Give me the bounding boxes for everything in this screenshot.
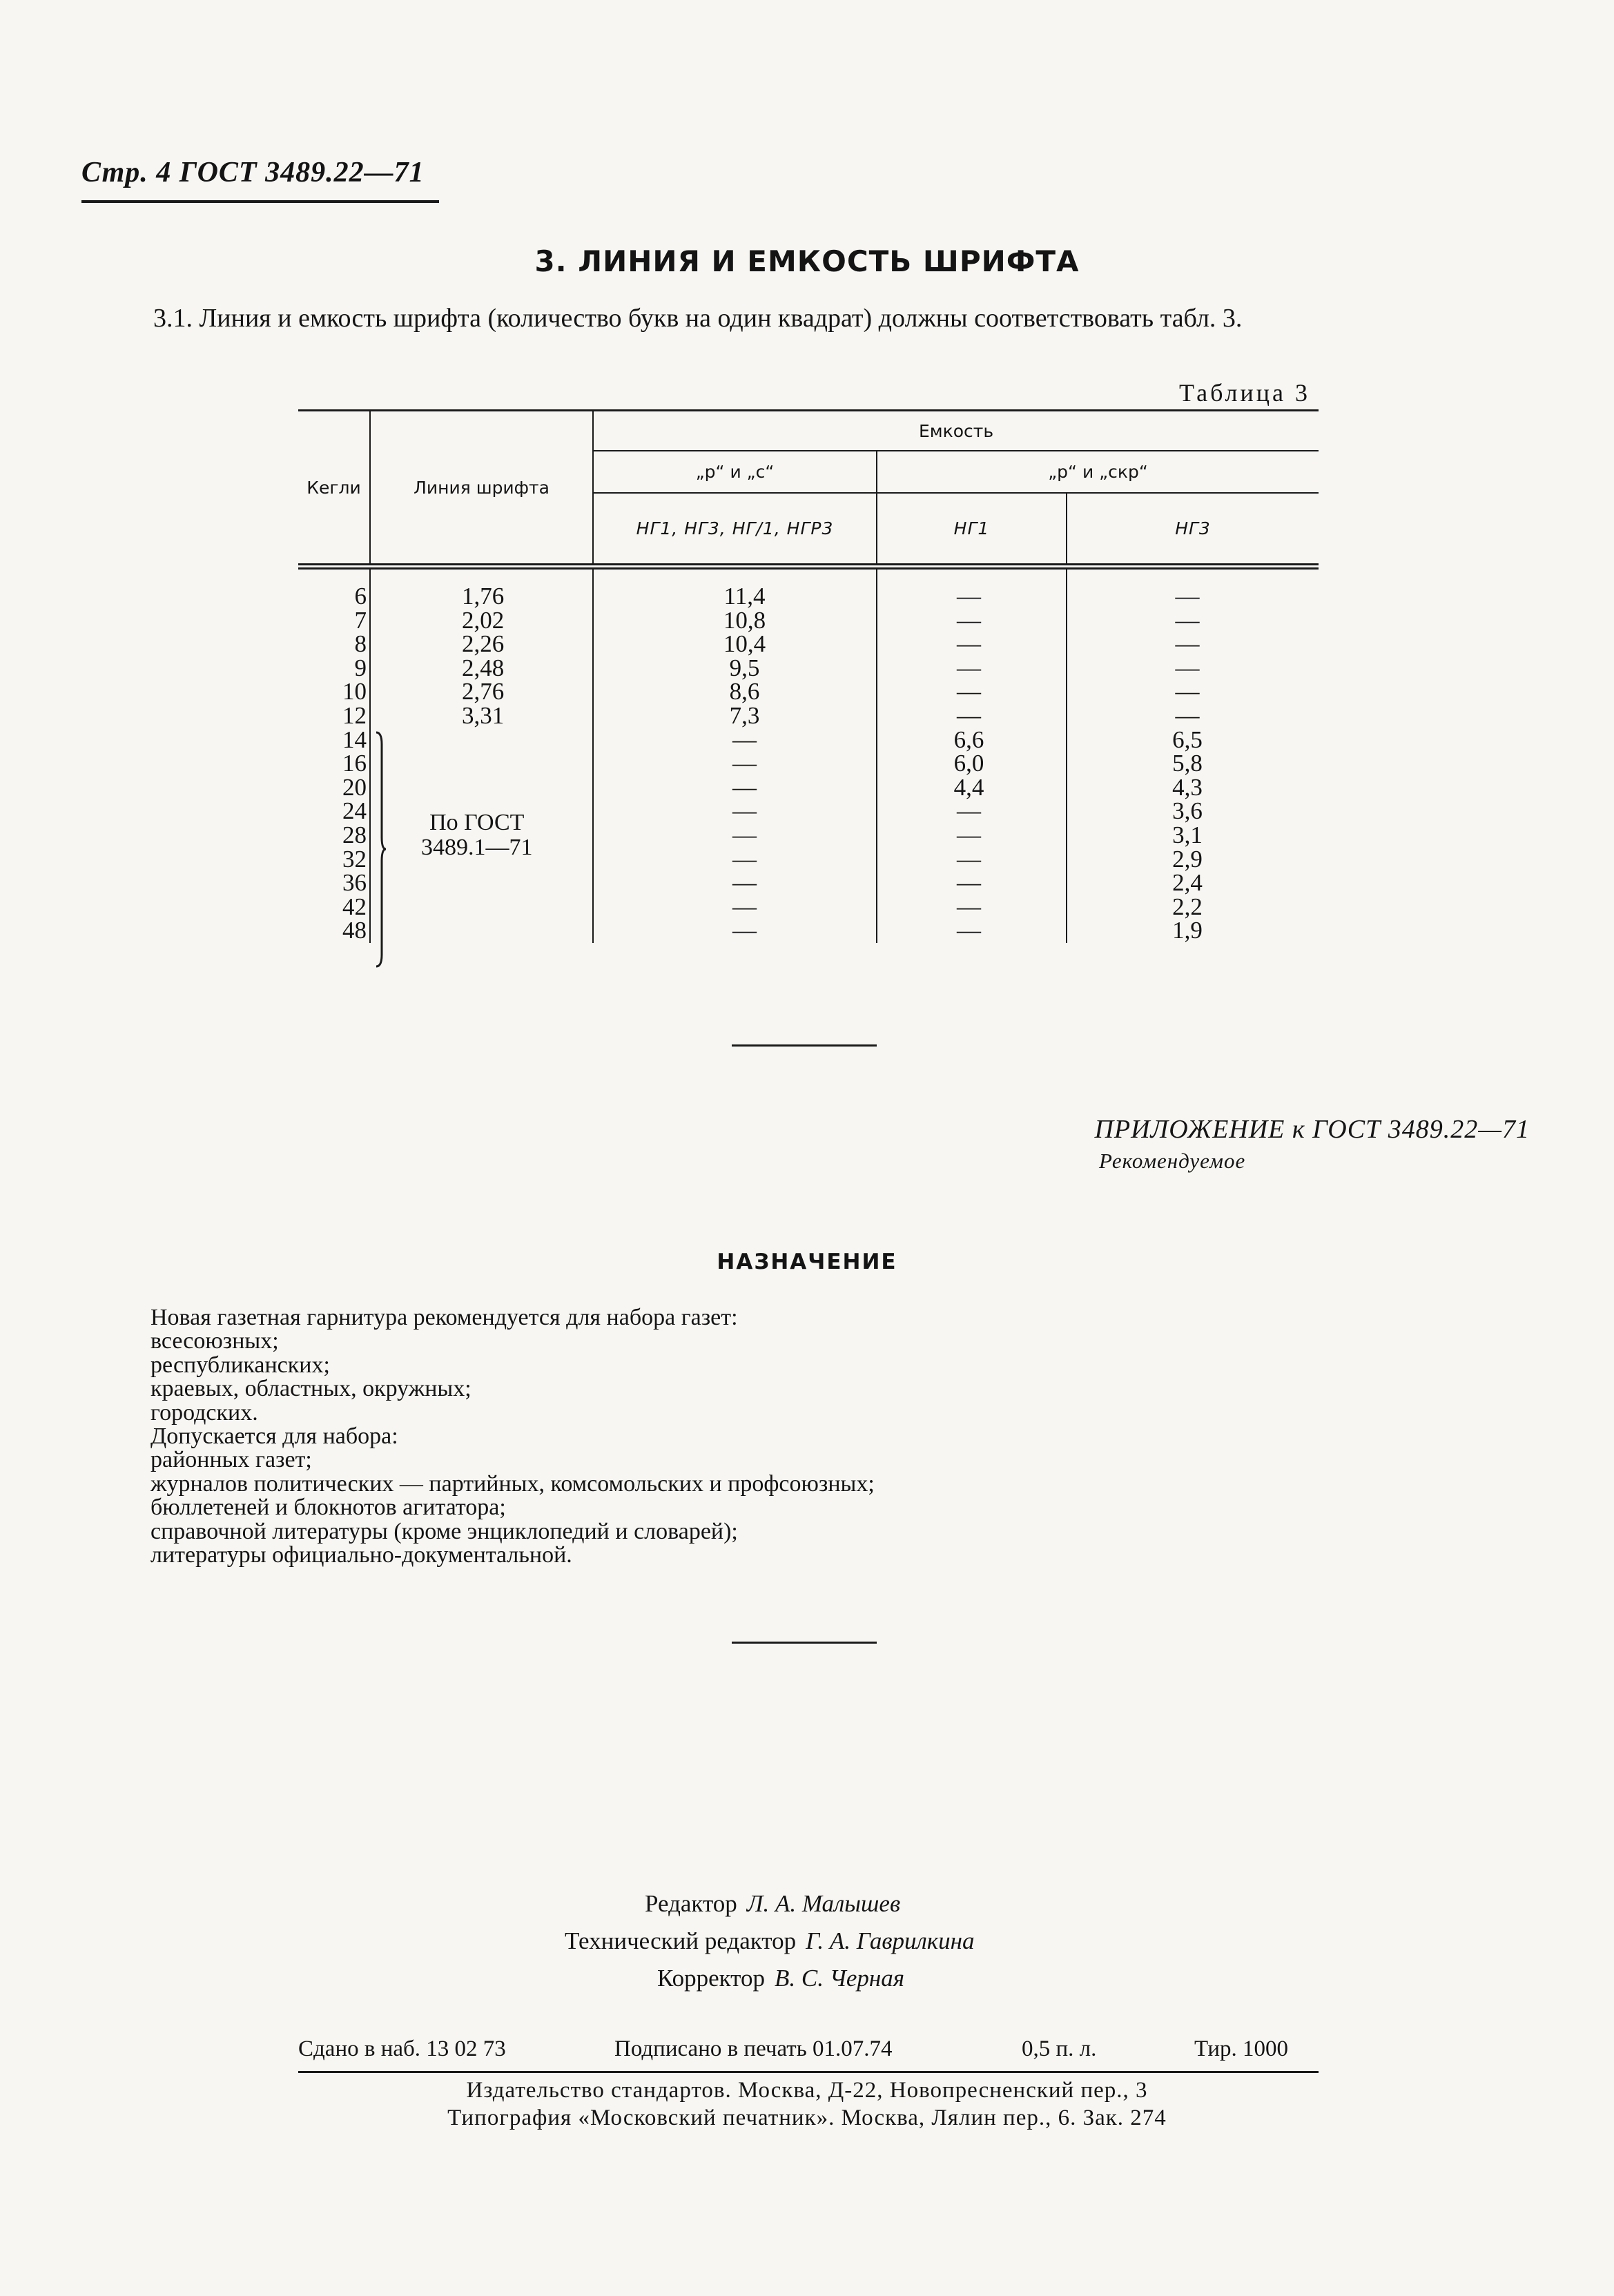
credit-tech-editor — [565, 1927, 975, 1955]
cell-line: 2,48 — [370, 656, 593, 681]
cell-capacity-pc: — — [593, 776, 877, 800]
imprint-sheets: 0,5 п. л. — [1022, 2036, 1097, 2061]
purpose-line: краевых, областных, окружных; — [150, 1376, 471, 1402]
cell-capacity-ng1: 4,4 — [877, 776, 1067, 800]
cell-capacity-ng1: — — [877, 567, 1067, 609]
table-row — [298, 656, 1319, 681]
cell-capacity-ng1: 6,0 — [877, 752, 1067, 776]
header-group-pskr: „р“ и „скр“ — [877, 451, 1319, 493]
purpose-line: литературы официально-документальной. — [150, 1542, 572, 1568]
printer-line: Типография «Московский печатник». Москва, Лялин пер., 6. Зак. 274 — [447, 2105, 1167, 2130]
credit-corrector — [657, 1965, 904, 1992]
header-sub-ng1: НГ1 — [877, 493, 1067, 567]
cell-capacity-ng3: 1,9 — [1067, 919, 1319, 943]
cell-capacity-ng1: — — [877, 680, 1067, 704]
purpose-line: районных газет; — [150, 1447, 312, 1473]
cell-capacity-pc: — — [593, 895, 877, 920]
cell-capacity-ng3: 2,9 — [1067, 848, 1319, 872]
cell-capacity-pc: 11,4 — [593, 567, 877, 609]
cell-kegl: 7 — [354, 606, 367, 634]
cell-line — [370, 728, 593, 752]
cell-capacity-ng3: 5,8 — [1067, 752, 1319, 776]
table-row — [298, 752, 1319, 776]
table-row — [298, 609, 1319, 633]
cell-kegl: 8 — [354, 630, 367, 658]
credit-tech-name: Г. А. Гаврилкина — [806, 1927, 975, 1954]
imprint-signed: Подписано в печать 01.07.74 — [614, 2036, 893, 2061]
cell-capacity-ng3: — — [1067, 656, 1319, 681]
cell-capacity-ng1: — — [877, 871, 1067, 895]
publisher-line: Издательство стандартов. Москва, Д-22, Новопресненский пер., 3 — [466, 2078, 1148, 2103]
capacity-table — [298, 409, 1319, 943]
cell-capacity-ng1: — — [877, 895, 1067, 920]
cell-capacity-pc: — — [593, 848, 877, 872]
cell-capacity-ng1: — — [877, 799, 1067, 824]
table-row — [298, 871, 1319, 895]
table-row — [298, 728, 1319, 752]
cell-kegl: 14 — [342, 726, 367, 753]
imprint-sent: Сдано в наб. 13 02 73 — [298, 2036, 506, 2061]
cell-capacity-pc: — — [593, 871, 877, 895]
separator-rule — [732, 1642, 877, 1644]
cell-capacity-ng1: — — [877, 824, 1067, 848]
cell-capacity-pc: — — [593, 824, 877, 848]
running-head: Стр. 4 ГОСТ 3489.22—71 — [81, 157, 425, 188]
cell-capacity-ng1: — — [877, 632, 1067, 656]
header-capacity: Емкость — [593, 411, 1319, 451]
cell-capacity-ng1: 6,6 — [877, 728, 1067, 752]
purpose-line: бюллетеней и блокнотов агитатора; — [150, 1495, 506, 1521]
cell-capacity-ng1: — — [877, 704, 1067, 728]
credit-corrector-name: В. С. Черная — [775, 1965, 905, 1992]
rows-brace — [374, 730, 388, 969]
purpose-title: НАЗНАЧЕНИЕ — [717, 1249, 897, 1274]
gost-reference-line1: По ГОСТ — [429, 810, 525, 835]
table-row — [298, 704, 1319, 728]
gost-reference-line2: 3489.1—71 — [421, 835, 533, 860]
cell-capacity-ng3: — — [1067, 567, 1319, 609]
cell-capacity-ng3: — — [1067, 632, 1319, 656]
table-row — [298, 632, 1319, 656]
cell-capacity-ng1: — — [877, 656, 1067, 681]
cell-line: 2,76 — [370, 680, 593, 704]
cell-line — [370, 919, 593, 943]
purpose-line: Допускается для набора: — [150, 1423, 398, 1450]
credit-editor-name: Л. А. Малышев — [746, 1890, 901, 1917]
header-kegli: Кегли — [298, 411, 370, 567]
credit-corrector-label: Корректор — [657, 1965, 766, 1992]
header-sub-pc: НГ1, НГ3, НГ/1, НГР3 — [636, 518, 834, 538]
running-head-rule — [81, 200, 439, 203]
table-row — [298, 895, 1319, 920]
cell-capacity-pc: — — [593, 728, 877, 752]
cell-line: 2,02 — [370, 609, 593, 633]
cell-capacity-ng1: — — [877, 919, 1067, 943]
imprint-run: Тир. 1000 — [1194, 2036, 1288, 2061]
cell-line: 3,31 — [370, 704, 593, 728]
cell-capacity-ng3: 2,2 — [1067, 895, 1319, 920]
gost-reference — [421, 810, 533, 860]
cell-line: 2,26 — [370, 632, 593, 656]
cell-capacity-pc: — — [593, 919, 877, 943]
cell-capacity-ng3: — — [1067, 609, 1319, 633]
cell-kegl: 36 — [342, 869, 367, 897]
table-caption: Таблица 3 — [1179, 379, 1310, 407]
imprint-rule — [298, 2071, 1319, 2073]
cell-capacity-ng1: — — [877, 609, 1067, 633]
cell-line — [370, 776, 593, 800]
credit-editor-label: Редактор — [645, 1890, 737, 1917]
cell-kegl: 48 — [342, 917, 367, 944]
cell-capacity-ng3: 2,4 — [1067, 871, 1319, 895]
purpose-line: Новая газетная гарнитура рекомендуется для набора газет: — [150, 1305, 738, 1330]
appendix-title: ПРИЛОЖЕНИЕ к ГОСТ 3489.22—71 — [1094, 1115, 1530, 1144]
cell-kegl: 6 — [354, 583, 367, 610]
cell-capacity-pc: — — [593, 799, 877, 824]
cell-line — [370, 895, 593, 920]
purpose-line: городских. — [150, 1399, 258, 1426]
cell-kegl: 32 — [342, 845, 367, 873]
intro-paragraph: 3.1. Линия и емкость шрифта (количество букв на один квадрат) должны соответствовать табл. 3. — [153, 304, 1243, 333]
cell-capacity-ng3: 4,3 — [1067, 776, 1319, 800]
header-group-pc-label: „р“ и „с“ — [594, 451, 876, 494]
credit-editor — [645, 1890, 900, 1918]
purpose-line: справочной литературы (кроме энциклопедий и словарей); — [150, 1518, 738, 1544]
cell-kegl: 28 — [342, 821, 367, 848]
cell-kegl: 10 — [342, 678, 367, 706]
purpose-list — [150, 1306, 875, 1567]
cell-line: 1,76 — [370, 567, 593, 609]
purpose-line: журналов политических — партийных, комсомольских и профсоюзных; — [150, 1470, 875, 1497]
cell-kegl: 20 — [342, 773, 367, 801]
cell-capacity-pc: 7,3 — [593, 704, 877, 728]
header-line: Линия шрифта — [370, 411, 593, 567]
purpose-line: республиканских; — [150, 1352, 330, 1378]
cell-capacity-ng3: 3,1 — [1067, 824, 1319, 848]
table-row — [298, 919, 1319, 943]
cell-capacity-pc: 10,8 — [593, 609, 877, 633]
cell-line — [370, 752, 593, 776]
table-body — [298, 567, 1319, 943]
header-group-pc — [593, 451, 877, 567]
cell-kegl: 12 — [342, 701, 367, 729]
cell-capacity-pc: 8,6 — [593, 680, 877, 704]
table-row — [298, 680, 1319, 704]
table-row — [298, 567, 1319, 609]
table-row — [298, 776, 1319, 800]
cell-capacity-ng3: 3,6 — [1067, 799, 1319, 824]
cell-kegl: 24 — [342, 797, 367, 825]
cell-capacity-ng3: — — [1067, 680, 1319, 704]
cell-capacity-ng3: 6,5 — [1067, 728, 1319, 752]
cell-kegl: 9 — [354, 654, 367, 681]
credit-tech-label: Технический редактор — [565, 1927, 797, 1954]
separator-rule — [732, 1044, 877, 1047]
cell-capacity-pc: — — [593, 752, 877, 776]
cell-capacity-pc: 10,4 — [593, 632, 877, 656]
cell-capacity-ng1: — — [877, 848, 1067, 872]
cell-kegl: 16 — [342, 750, 367, 777]
purpose-line: всесоюзных; — [150, 1328, 279, 1354]
appendix-subtitle: Рекомендуемое — [1099, 1149, 1246, 1173]
cell-kegl: 42 — [342, 893, 367, 920]
header-sub-ng3: НГ3 — [1067, 493, 1319, 567]
cell-line — [370, 871, 593, 895]
section-title: 3. ЛИНИЯ И ЕМКОСТЬ ШРИФТА — [534, 244, 1080, 278]
cell-capacity-ng3: — — [1067, 704, 1319, 728]
cell-capacity-pc: 9,5 — [593, 656, 877, 681]
